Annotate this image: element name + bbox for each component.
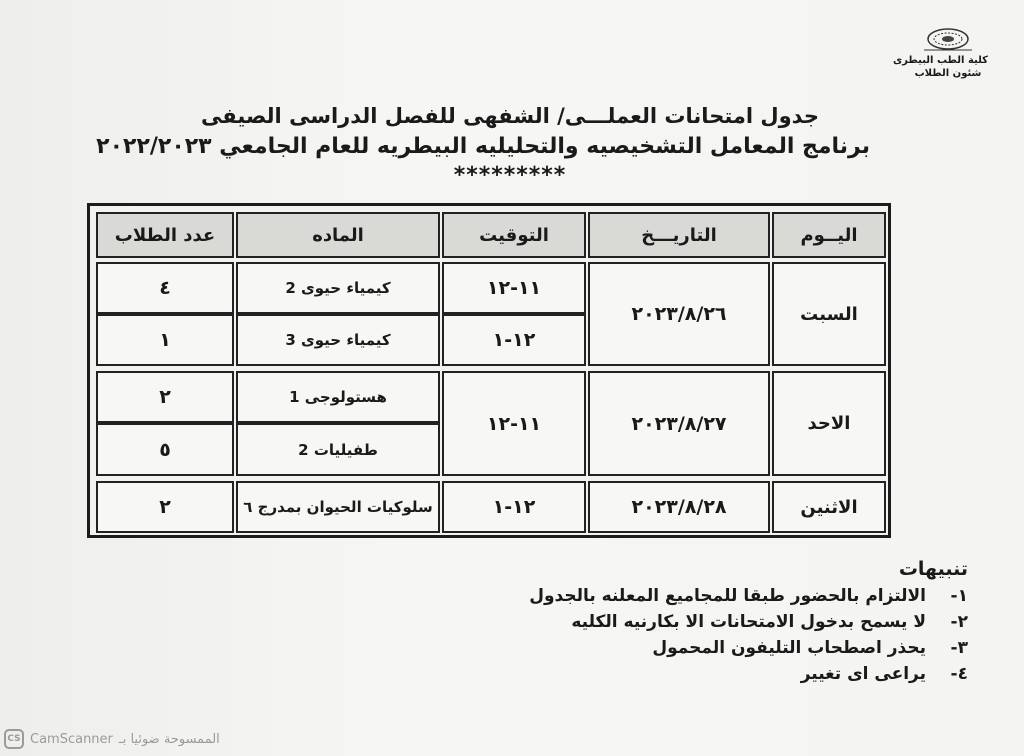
count-cell: ٤ bbox=[96, 262, 234, 314]
camscanner-label: CamScanner bbox=[30, 731, 113, 747]
note-item bbox=[488, 612, 968, 632]
camscanner-arabic-label: الممسوحة ضوئيا بـ bbox=[118, 731, 220, 747]
header-subject: الماده bbox=[236, 212, 440, 258]
logo-department-name: شئون الطلاب bbox=[914, 68, 982, 79]
notes-heading: تنبيهات bbox=[898, 558, 968, 580]
date-cell: ٢٠٢٣/٨/٢٦ bbox=[588, 262, 770, 366]
notes-section bbox=[488, 558, 968, 684]
count-cell: ١ bbox=[96, 314, 234, 366]
note-text: لا يسمح بدخول الامتحانات الا بكارنيه الكليه bbox=[571, 612, 926, 632]
note-text: الالتزام بالحضور طبقا للمجاميع المعلنه بالجدول bbox=[529, 586, 926, 606]
document-subtitle: برنامج المعامل التشخيصيه والتحليليه البيطريه للعام الجامعي ٢٠٢٢/٢٠٢٣ bbox=[96, 134, 870, 159]
count-cell: ٥ bbox=[96, 423, 234, 476]
date-cell: ٢٠٢٣/٨/٢٧ bbox=[588, 371, 770, 476]
count-cell: ٢ bbox=[96, 481, 234, 533]
exam-schedule-table bbox=[87, 203, 891, 538]
note-number: ٤- bbox=[950, 664, 968, 684]
subject-cell: سلوكيات الحيوان بمدرج ٦ bbox=[236, 481, 440, 533]
header-student-count: عدد الطلاب bbox=[96, 212, 234, 258]
note-number: ٢- bbox=[950, 612, 968, 632]
header-time: التوقيت bbox=[442, 212, 586, 258]
time-cell: ١١-١٢ bbox=[442, 262, 586, 314]
title-stars: ********* bbox=[453, 163, 567, 188]
time-cell: ١٢-١ bbox=[442, 314, 586, 366]
note-number: ٣- bbox=[950, 638, 968, 658]
header-date: التاريـــخ bbox=[588, 212, 770, 258]
camscanner-icon: CS bbox=[4, 729, 24, 749]
note-text: يراعى اى تغيير bbox=[800, 664, 926, 684]
day-cell: الاحد bbox=[772, 371, 886, 476]
note-number: ١- bbox=[950, 586, 968, 606]
day-cell: الاثنين bbox=[772, 481, 886, 533]
note-item bbox=[488, 586, 968, 606]
header-day: اليــوم bbox=[772, 212, 886, 258]
faculty-logo bbox=[893, 24, 988, 80]
subject-cell: هستولوجى 1 bbox=[236, 371, 440, 423]
time-cell: ١١-١٢ bbox=[442, 371, 586, 476]
note-item bbox=[488, 638, 968, 658]
subject-cell: كيمياء حيوى 3 bbox=[236, 314, 440, 366]
document-title: جدول امتحانات العملـــى/ الشفهى للفصل الدراسى الصيفى bbox=[201, 104, 819, 128]
time-cell: ١٢-١ bbox=[442, 481, 586, 533]
logo-faculty-name: كلية الطب البيطرى bbox=[893, 55, 988, 66]
subject-cell: كيمياء حيوى 2 bbox=[236, 262, 440, 314]
subject-cell: طفيليات 2 bbox=[236, 423, 440, 476]
note-text: يحذر اصطحاب التليفون المحمول bbox=[652, 638, 926, 658]
day-cell: السبت bbox=[772, 262, 886, 366]
faculty-seal-icon bbox=[920, 24, 976, 54]
camscanner-watermark bbox=[4, 728, 220, 750]
count-cell: ٢ bbox=[96, 371, 234, 423]
note-item bbox=[488, 664, 968, 684]
date-cell: ٢٠٢٣/٨/٢٨ bbox=[588, 481, 770, 533]
